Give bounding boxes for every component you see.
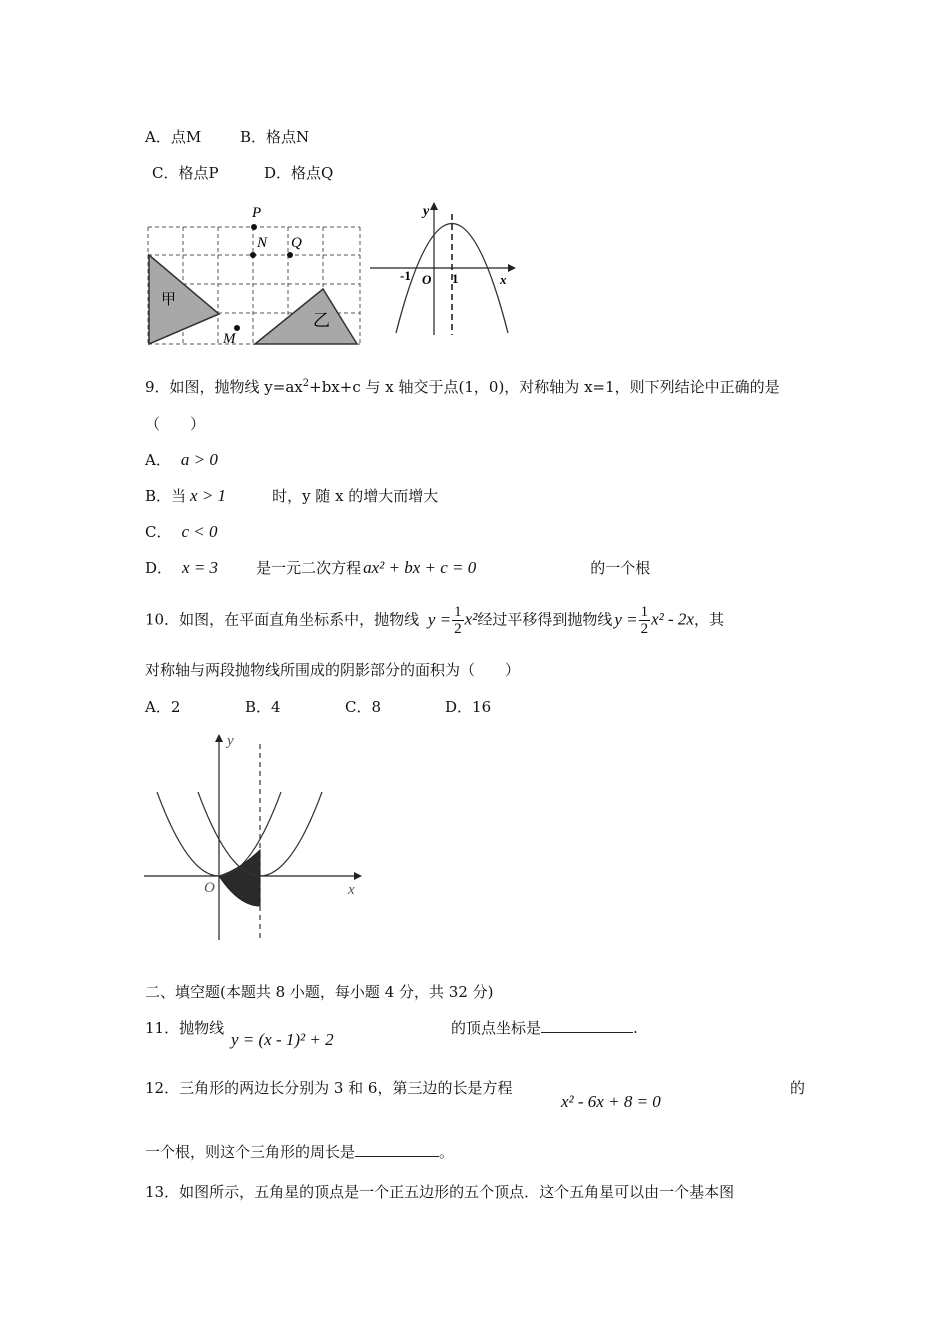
point-q (287, 252, 293, 258)
fraction-half-2: $\frac{1}{2}$ (640, 604, 649, 637)
triangle-jia (149, 255, 219, 344)
q9-option-c: C． c < 0 (145, 522, 218, 541)
q8-option-b: B．格点N (240, 128, 310, 146)
q12-answer-blank[interactable] (355, 1142, 439, 1157)
q10-stem: 10．如图，在平面直角坐标系中，抛物线 y = $\frac{1}{2}$ x²经过平移得到抛物线 y = $\frac{1}{2}$ x² - 2x，其 (145, 604, 724, 637)
q10-option-b: B．4 (245, 698, 281, 716)
grid-figure (145, 200, 365, 350)
q9-paren: （ ） (145, 415, 206, 433)
q9-stem: 9．如图，抛物线 $y=ax^2+bx+c$ 与 x 轴交于点(1，0)，对称轴为 x=1，则下列结论中正确的是 (145, 378, 780, 396)
label-y: y (423, 204, 430, 219)
label-x: x (348, 882, 355, 898)
q13-text: 13．如图所示，五角星的顶点是一个正五边形的五个顶点．这个五角星可以由一个基本图 (145, 1183, 735, 1201)
q10-option-d: D．16 (445, 698, 492, 716)
label-neg1: -1 (400, 268, 411, 283)
q11-text-b: 的顶点坐标是 . (451, 1019, 638, 1037)
q12-text: 12．三角形的两边长分别为 3 和 6，第三边的长是方程 (145, 1079, 513, 1097)
q10-stem-2: 对称轴与两段抛物线所围成的阴影部分的面积为（ ） (145, 661, 521, 679)
label-o: O (422, 272, 432, 287)
shaded-parabola-figure (140, 728, 370, 946)
q8-option-d: D．格点Q (264, 164, 334, 182)
label-jia: 甲 (161, 292, 177, 308)
x-axis-arrow (354, 872, 362, 880)
label-y: y (227, 733, 234, 749)
y-axis-arrow (430, 202, 438, 210)
q12-equation: x² - 6x + 8 = 0 (561, 1092, 661, 1111)
point-n (250, 252, 256, 258)
label-x: x (500, 272, 507, 287)
label-m: M (223, 331, 236, 347)
q9-option-a: A． a > 0 (145, 450, 218, 469)
parabola-figure (368, 198, 518, 338)
point-p (251, 224, 257, 230)
y-axis-arrow (215, 734, 223, 742)
q12-text-c: 一个根，则这个三角形的周长是 。 (145, 1143, 455, 1161)
x-axis-arrow (508, 264, 516, 272)
q11-equation: y = (x - 1)² + 2 (231, 1030, 334, 1049)
label-n: N (257, 235, 268, 251)
q11-answer-blank[interactable] (541, 1018, 633, 1033)
q9-option-b: B．当 x > 1 时，y 随 x 的增大而增大 (145, 486, 439, 505)
label-yi: 乙 (313, 311, 330, 330)
q10-option-a: A．2 (145, 698, 181, 716)
q10-option-c: C．8 (345, 698, 382, 716)
section2-title: 二、填空题(本题共 8 小题，每小题 4 分，共 32 分) (145, 983, 494, 1001)
label-q: Q (291, 235, 302, 251)
label-one: 1 (452, 271, 459, 286)
fraction-half: $\frac{1}{2}$ (454, 604, 462, 637)
q8-option-c: C．格点P (152, 164, 219, 182)
label-o: O (204, 880, 215, 896)
q12-text-b: 的 (790, 1079, 806, 1097)
triangle-yi (255, 289, 357, 344)
q11-text: 11．抛物线 (145, 1019, 225, 1037)
shaded-region (219, 850, 260, 906)
q8-option-a: A．点M (145, 128, 202, 146)
q9-option-d: D． x = 3 是一元二次方程 ax² + bx + c = 0 的一个根 (145, 558, 651, 577)
label-p: P (252, 205, 262, 221)
